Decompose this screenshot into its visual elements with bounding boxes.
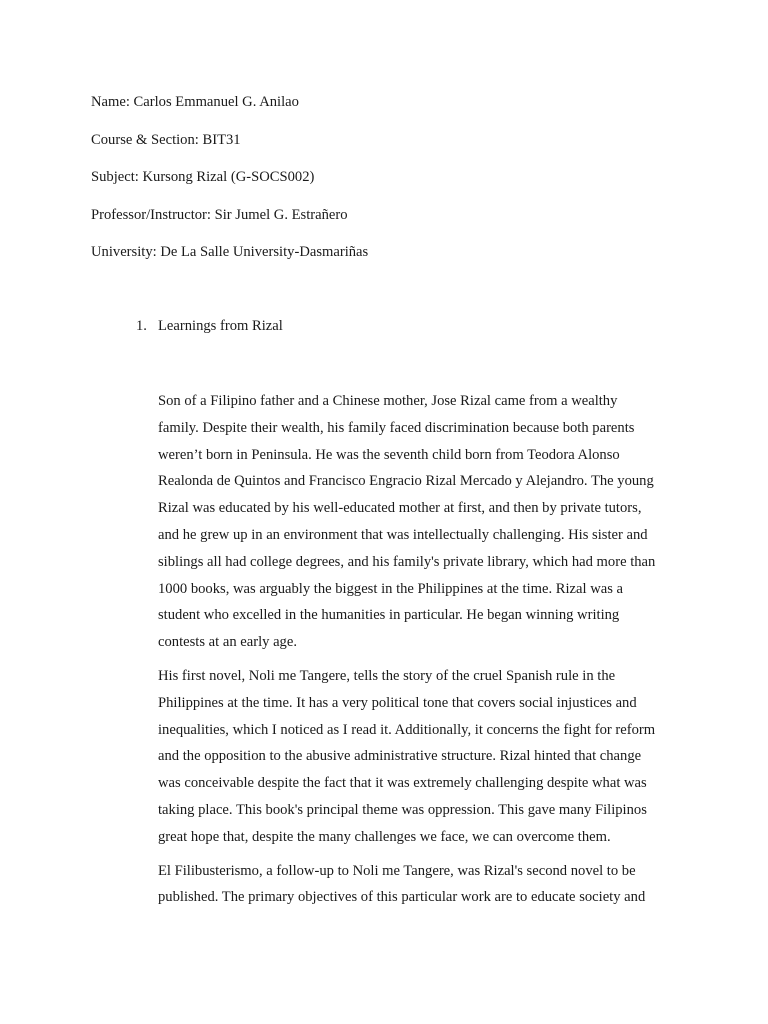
text-line: El Filibusterismo, a follow-up to Noli me Tangere, was Rizal's second novel to be — [158, 862, 636, 879]
paragraph-2 — [158, 663, 678, 851]
student-info — [91, 92, 368, 280]
course-line: Course & Section: BIT31 — [91, 131, 241, 148]
list-number: 1. — [136, 318, 147, 334]
section-heading — [136, 316, 283, 336]
text-line: 1000 books, was arguably the biggest in the Philippines at the time. Rizal was a — [158, 580, 624, 597]
subject-line: Subject: Kursong Rizal (G-SOCS002) — [91, 169, 315, 185]
text-line: weren’t born in Peninsula. He was the seventh child born from Teodora Alonso — [158, 446, 620, 463]
text-line: and he grew up in an environment that was intellectually challenging. His sister and — [158, 526, 648, 543]
text-line: Philippines at the time. It has a very political tone that covers social injustices and — [158, 694, 637, 711]
paragraph-1 — [158, 388, 678, 656]
text-line: great hope that, despite the many challenges we face, we can overcome them. — [158, 828, 611, 845]
name-line: Name: Carlos Emmanuel G. Anilao — [91, 94, 299, 110]
paragraph-3 — [158, 858, 678, 912]
section-title: Learnings from Rizal — [158, 318, 283, 334]
text-line: published. The primary objectives of this particular work are to educate society and — [158, 889, 646, 906]
text-line: inequalities, which I noticed as I read it. Additionally, it concerns the fight for reform — [158, 721, 656, 738]
text-line: family. Despite their wealth, his family faced discrimination because both parents — [158, 419, 635, 436]
essay-body — [158, 388, 678, 918]
text-line: His first novel, Noli me Tangere, tells the story of the cruel Spanish rule in the — [158, 667, 616, 684]
professor-line: Professor/Instructor: Sir Jumel G. Estrañero — [91, 206, 348, 223]
text-line: Realonda de Quintos and Francisco Engracio Rizal Mercado y Alejandro. The young — [158, 473, 654, 490]
university-line: University: De La Salle University-Dasmariñas — [91, 244, 369, 260]
text-line: siblings all had college degrees, and his family's private library, which had more than — [158, 553, 656, 570]
text-line: Son of a Filipino father and a Chinese mother, Jose Rizal came from a wealthy — [158, 393, 618, 409]
text-line: taking place. This book's principal theme was oppression. This gave many Filipinos — [158, 801, 647, 818]
text-line: contests at an early age. — [158, 634, 297, 651]
text-line: was conceivable despite the fact that it was extremely challenging despite what was — [158, 775, 647, 792]
text-line: Rizal was educated by his well-educated mother at first, and then by private tutors, — [158, 500, 642, 517]
text-line: and the opposition to the abusive administrative structure. Rizal hinted that change — [158, 748, 642, 765]
text-line: student who excelled in the humanities in particular. He began winning writing — [158, 607, 620, 624]
